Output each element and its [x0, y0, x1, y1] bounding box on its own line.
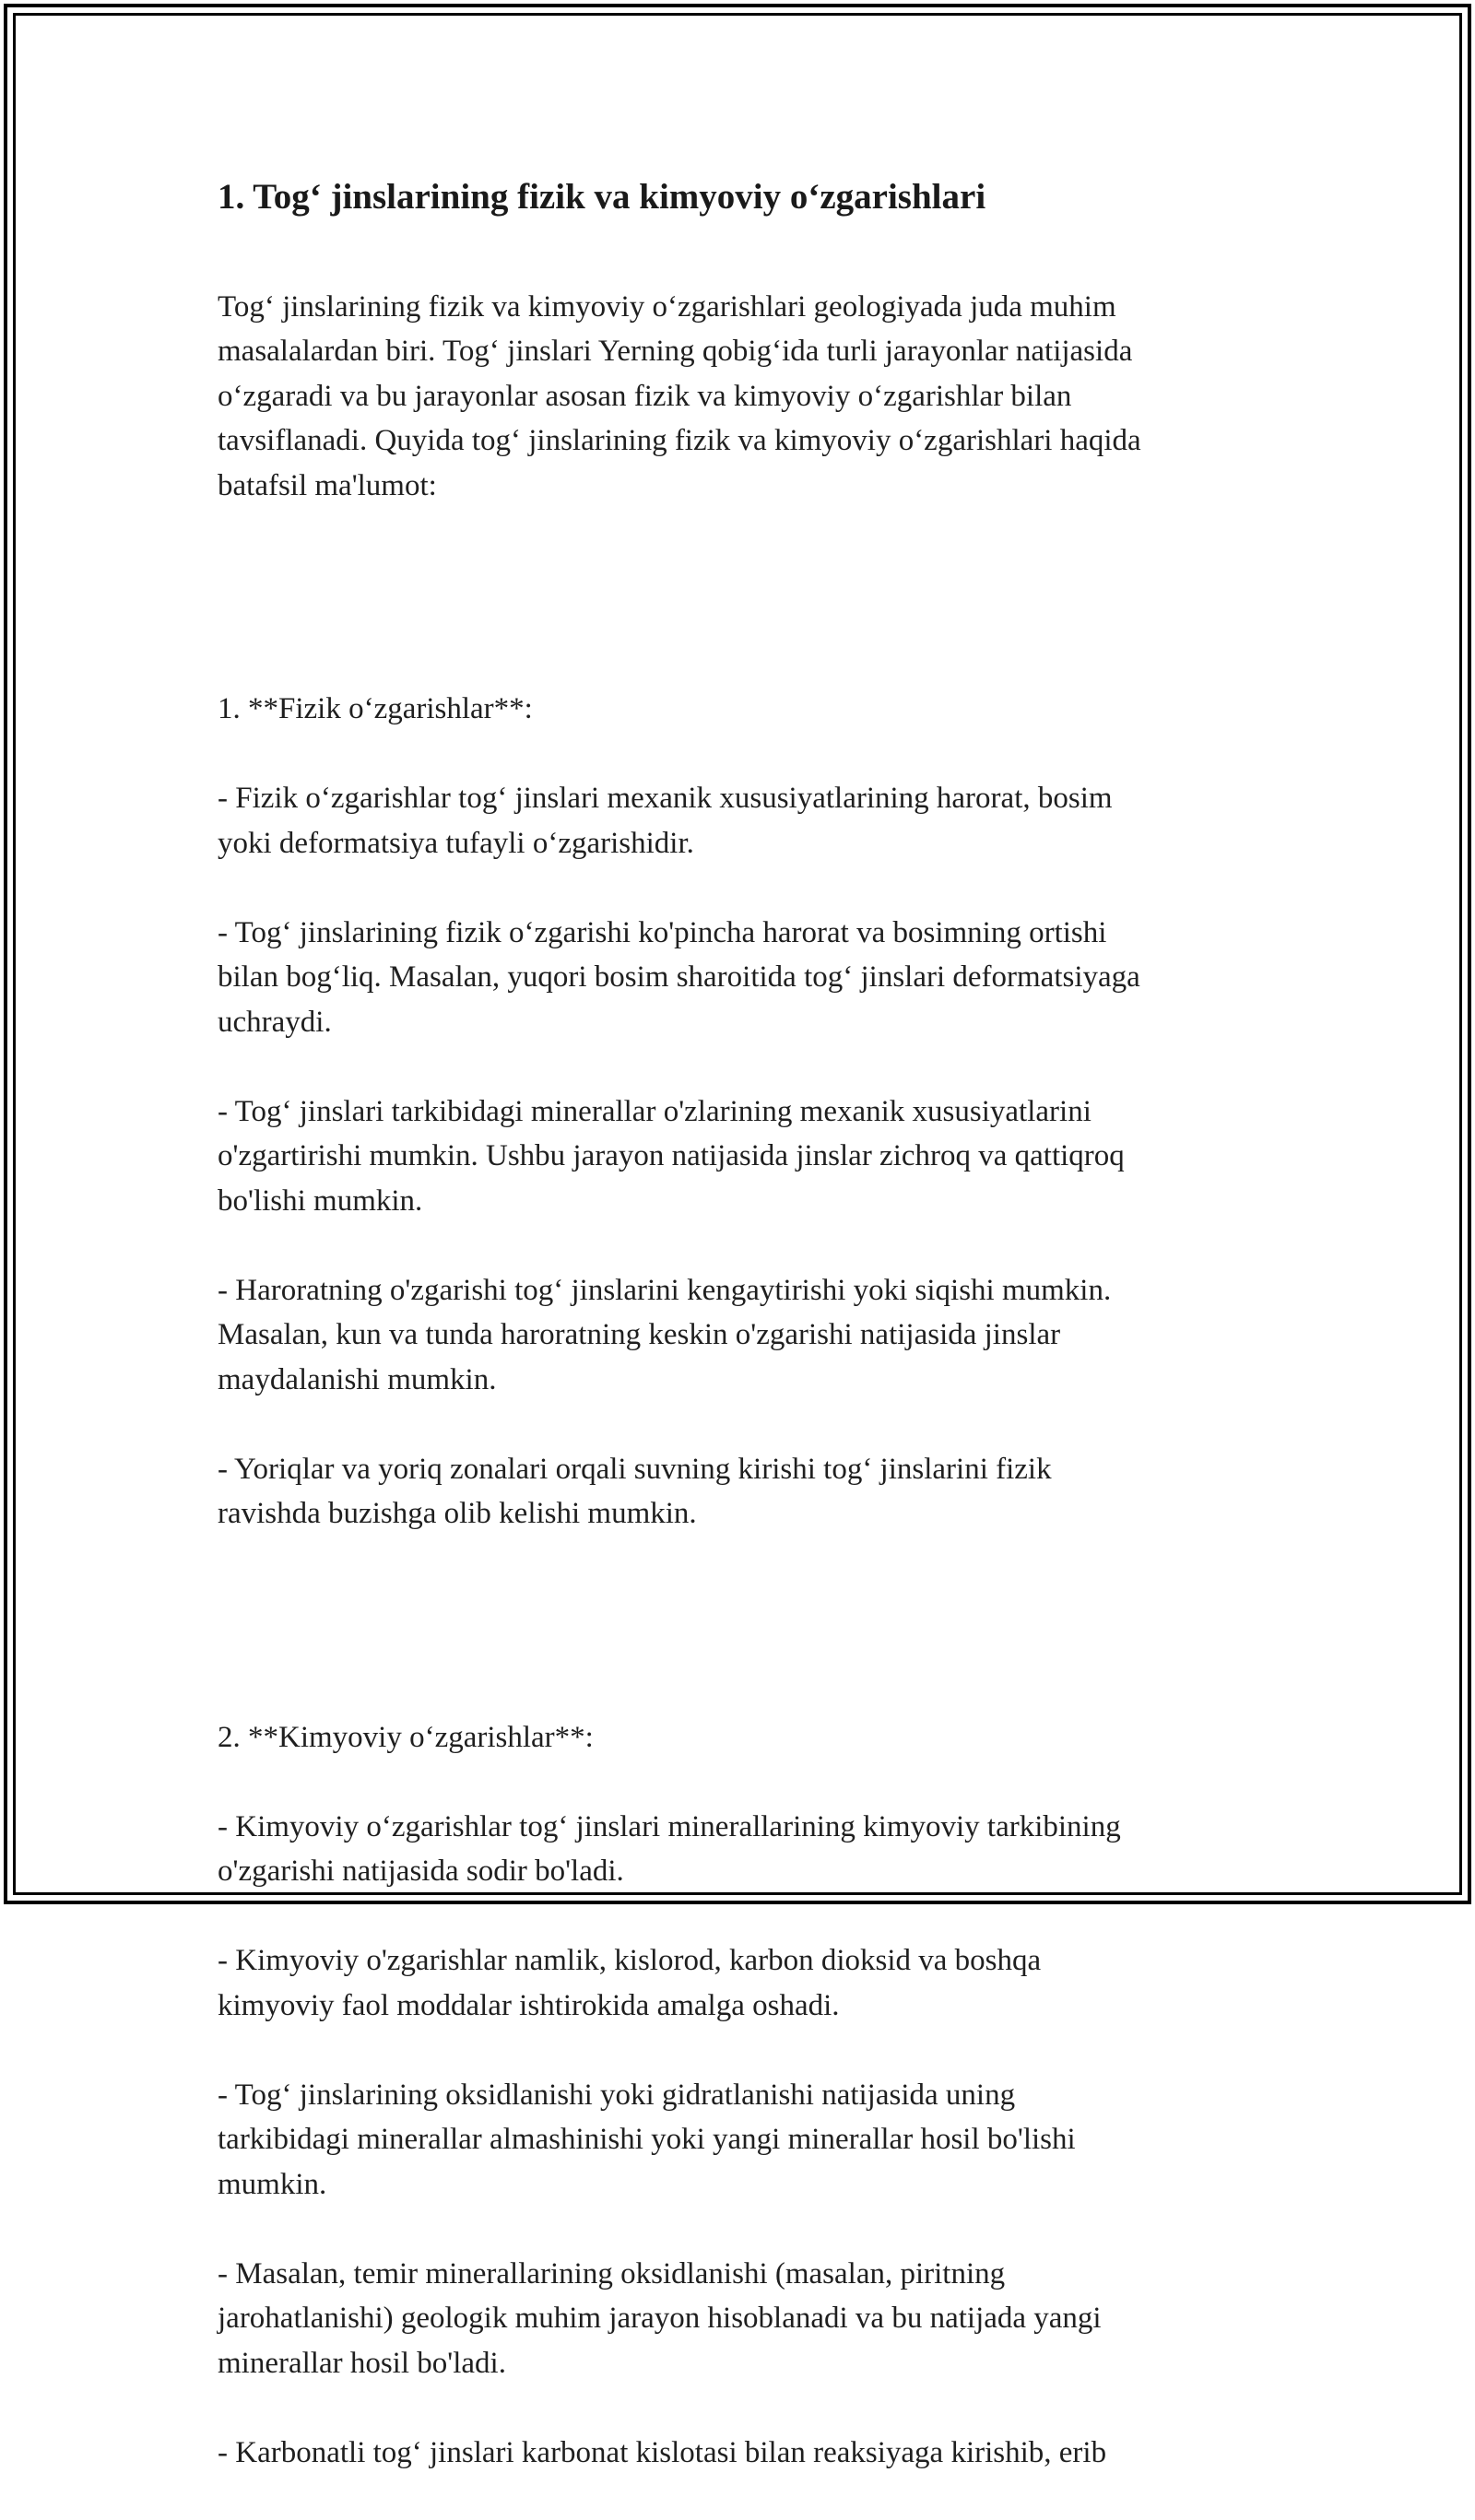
list-item: - Fizik o‘zgarishlar tog‘ jinslari mexanik xususiyatlarining harorat, bosim yoki deformatsiya tufayli o‘zgarishidir. — [218, 782, 1113, 860]
list-item: - Karbonatli tog‘ jinslari karbonat kislotasi bilan reaksiyaga kirishib, erib — [218, 2435, 1107, 2469]
list-item: - Yoriqlar va yoriq zonalari orqali suvning kirishi tog‘ jinslarini fizik ravishda buzishga olib kelishi mumkin. — [218, 1452, 1052, 1530]
document-body — [218, 171, 1268, 2520]
paragraph-spacer — [218, 553, 1268, 598]
section-heading-fizik: 1. **Fizik o‘zgarishlar**: — [218, 692, 533, 725]
list-item: - Masalan, temir minerallarining oksidlanishi (masalan, piritning jarohatlanishi) geologik muhim jarayon hisoblanadi va bu natijada yangi minerallar hosil bo'ladi. — [218, 2256, 1102, 2380]
paragraph-spacer — [218, 1581, 1268, 1626]
list-item: - Kimyoviy o'zgarishlar namlik, kislorod, karbon dioksid va boshqa kimyoviy faol moddalar ishtirokida amalga oshadi. — [218, 1944, 1042, 2022]
list-item: - Tog‘ jinslarining fizik o‘zgarishi ko'pincha harorat va bosimning ortishi bilan bog‘liq. Masalan, yuqori bosim sharoitida tog‘ jinslari deformatsiyaga uchraydi. — [218, 915, 1140, 1039]
document-text — [218, 240, 1268, 2520]
list-item: - Tog‘ jinslari tarkibidagi minerallar o'zlarining mexanik xususiyatlarini o'zgartirishi mumkin. Ushbu jarayon natijasida jinslar zichroq va qattiqroq bo'lishi mumkin. — [218, 1094, 1125, 1218]
list-item: - Tog‘ jinslarining oksidlanishi yoki gidratlanishi natijasida uning tarkibidagi minerallar almashinishi yoki yangi minerallar hosil bo'lishi mumkin. — [218, 2078, 1076, 2201]
document-title: 1. Tog‘ jinslarining fizik va kimyoviy o‘zgarishlari — [218, 177, 986, 217]
list-item: - Kimyoviy o‘zgarishlar tog‘ jinslari minerallarining kimyoviy tarkibining o'zgarishi natijasida sodir bo'ladi. — [218, 1809, 1121, 1888]
intro-paragraph: Tog‘ jinslarining fizik va kimyoviy o‘zgarishlari geologiyada juda muhim masalalardan biri. Tog‘ jinslari Yerning qobig‘ida turli jarayonlar natijasida o‘zgaradi va bu jarayonlar asosan fizik va kimyoviy o‘zgarishlar bilan tavsiflanadi. Quyida tog‘ jinslarining fizik va kimyoviy o‘zgarishlari haqida batafsil ma'lumot: — [218, 289, 1141, 502]
list-item: - Haroratning o'zgarishi tog‘ jinslarini kengaytirishi yoki siqishi mumkin. Masalan, kun va tunda haroratning keskin o'zgarishi natijasida jinslar maydalanishi mumkin. — [218, 1273, 1112, 1396]
section-heading-kimyoviy: 2. **Kimyoviy o‘zgarishlar**: — [218, 1720, 594, 1754]
